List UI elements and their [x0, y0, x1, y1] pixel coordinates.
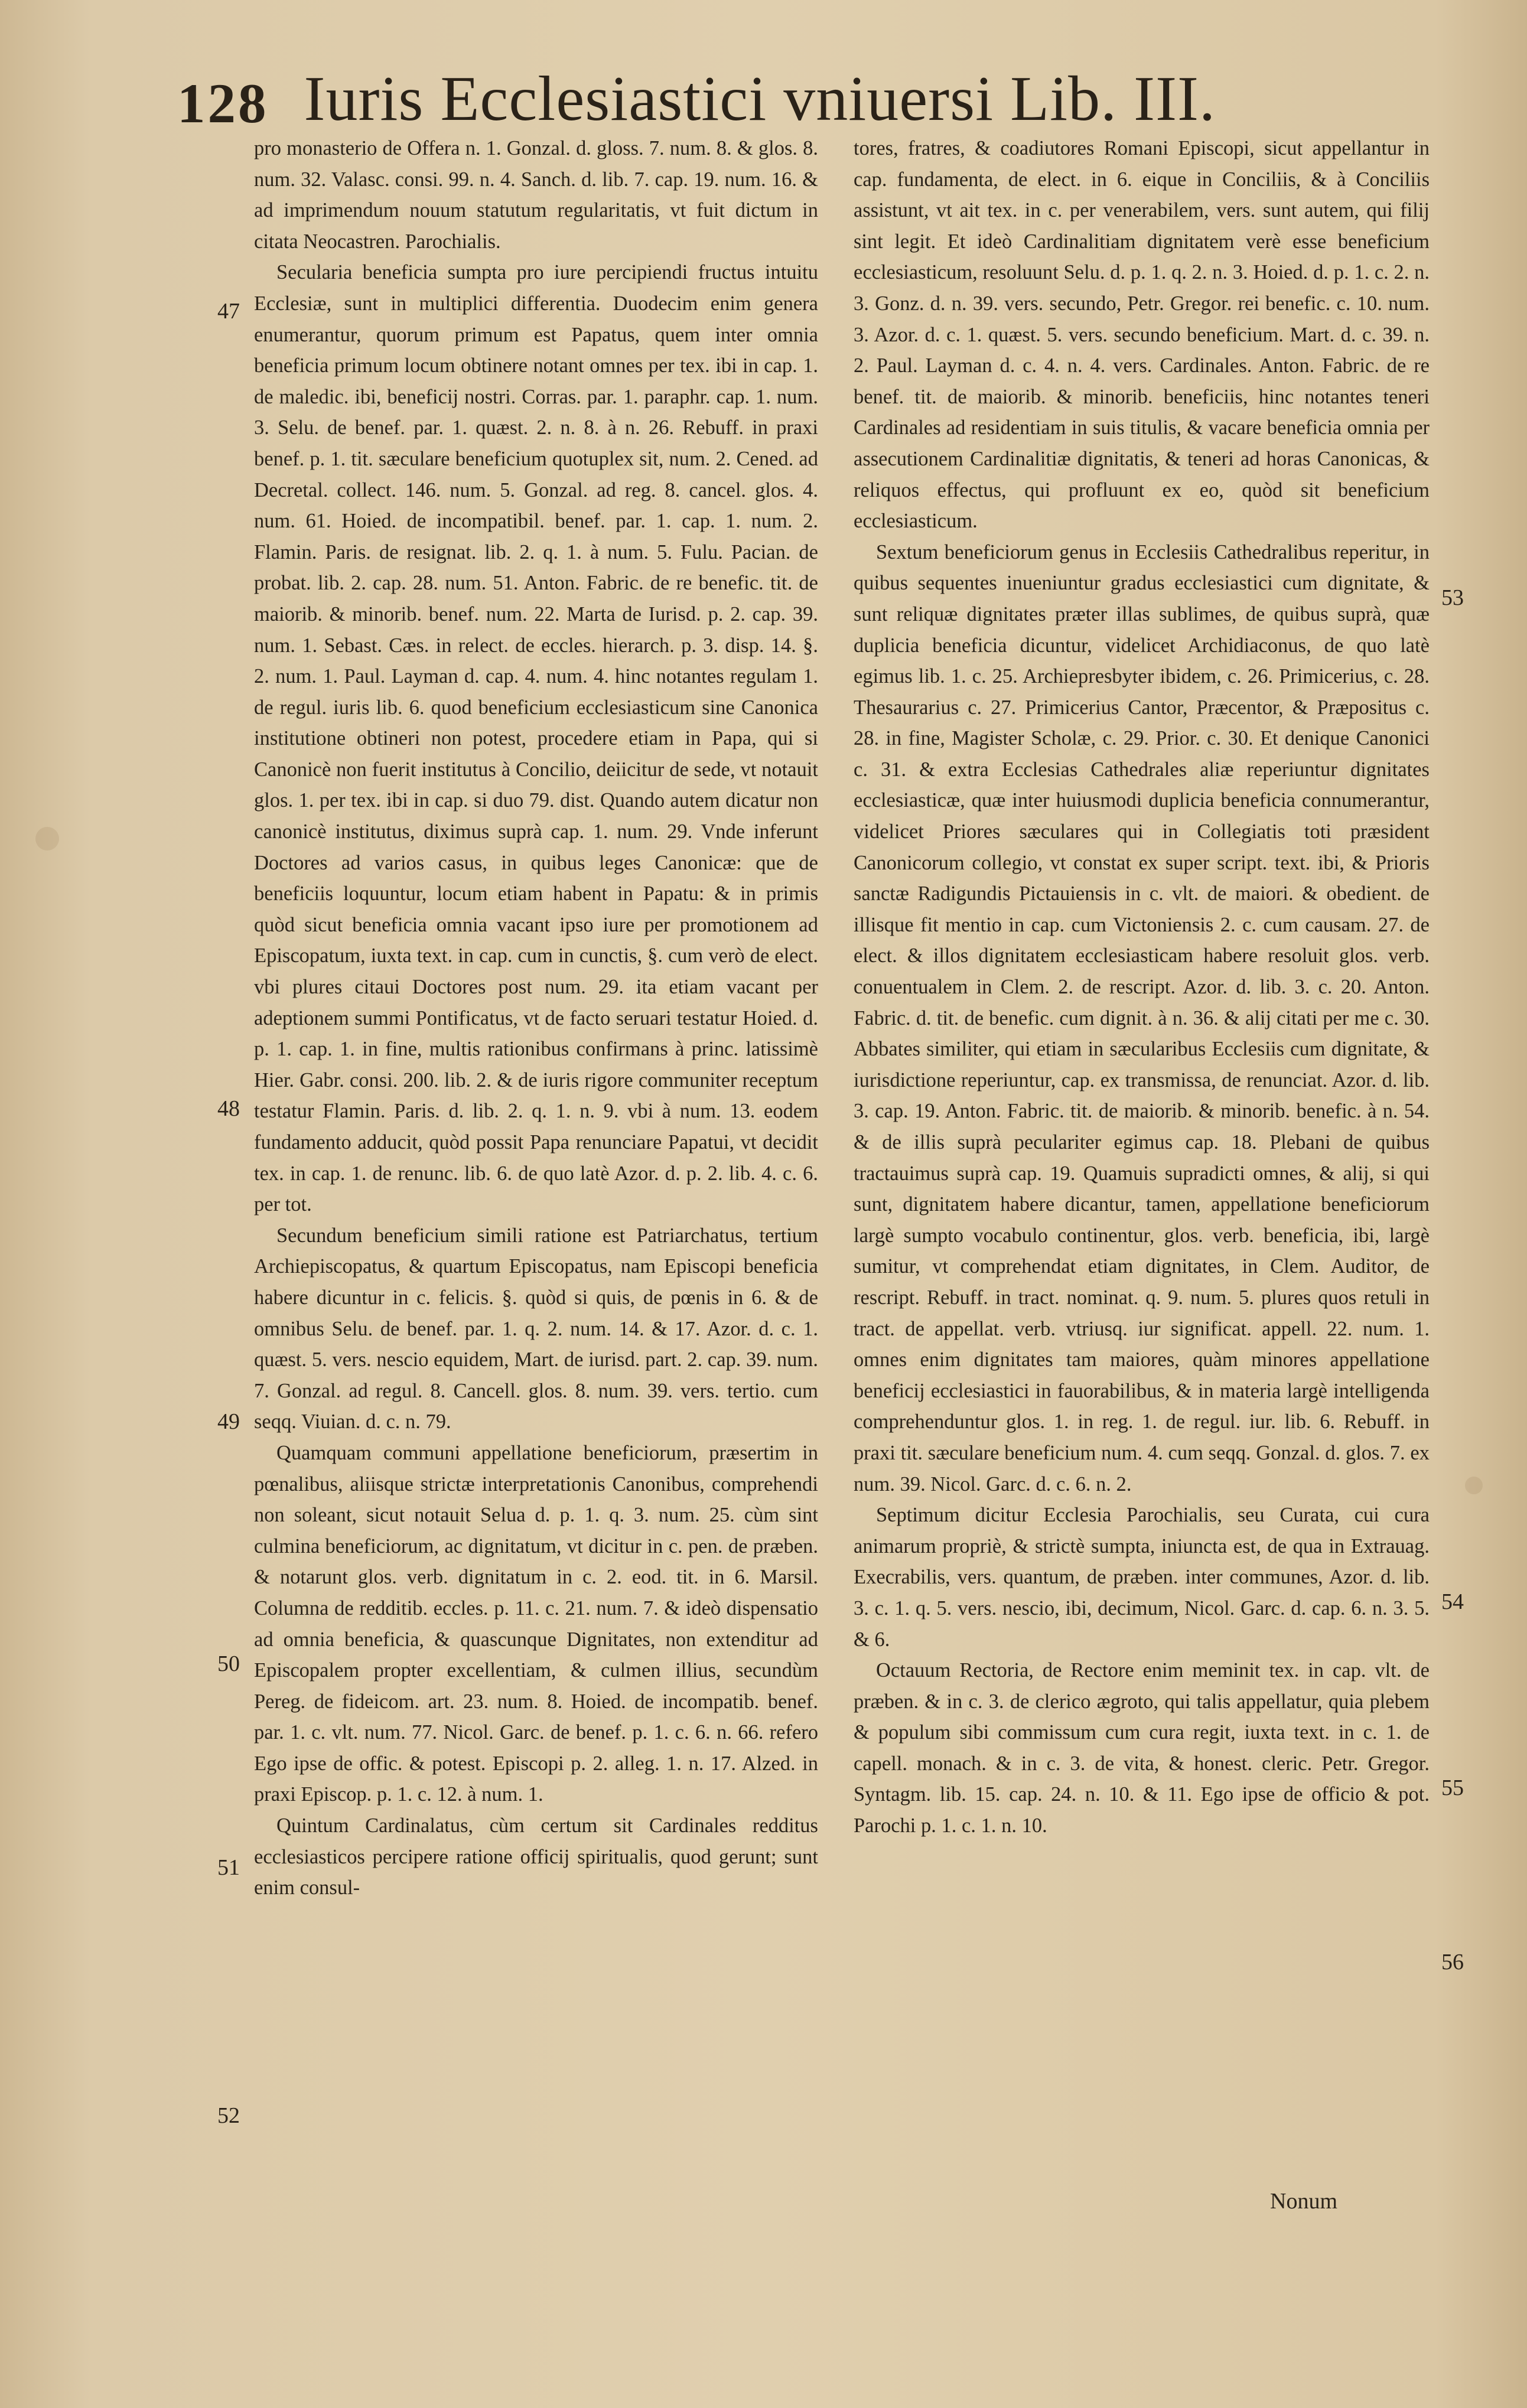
margin-number: 48	[217, 1096, 240, 1121]
margin-number: 55	[1441, 1775, 1464, 1800]
right-paragraph: Sextum beneficiorum genus in Ecclesiis Cathedralibus reperitur, in quibus sequentes inueniuntur gradus ecclesiastici cum dignitate, & sunt reliquæ dignitates præter illas sublimes, de quibus suprà, quæ duplicia beneficia dicuntur, videlicet Archidiaconus, de quo latè egimus lib. 1. c. 25. Archiepresbyter ibidem, c. 26. Primicerius, c. 28. Thesaurarius c. 27. Primicerius Cantor, Præcentor, & Præpositus c. 28. in fine, Magister Scholæ, c. 29. Prior. c. 30. Et denique Canonici c. 31. & extra Ecclesias Cathedrales aliæ reperiuntur dignitates ecclesiasticæ, quæ inter huiusmodi duplicia beneficia connumerantur, videlicet Priores sæculares qui in Collegiatis toti præsident Canonicorum collegio, vt constat ex super script. text. ibi, & Prioris sanctæ Radigundis Pictauiensis in c. vlt. de maiori. & obedient. de illisque fit mentio in cap. cum Victoniensis 2. c. cum causam. 27. de elect. & illos dignitatem ecclesiasticam habere resoluit glos. verb. conuentualem in Clem. 2. de rescript. Azor. d. lib. 3. c. 20. Anton. Fabric. d. tit. de benefic. cum dignit. à n. 36. & alij citati per me c. 30. Abbates similiter, qui etiam in sæcularibus Ecclesiis cum dignitate, & iurisdictione reperiuntur, cap. ex transmissa, de renunciat. Azor. d. lib. 3. cap. 19. Anton. Fabric. tit. de maiorib. & minorib. benefic. à n. 54. & de illis suprà peculariter egimus cap. 18. Plebani de quibus tractauimus suprà cap. 19. Quamuis supradicti omnes, & alij, si qui sunt, dignitatem habere dicantur, tamen, appellatione beneficiorum largè sumpto vocabulo continentur, glos. verb. beneficia, ibi, largè sumitur, vt comprehendat etiam dignitates, in Clem. Auditor, de rescript. Rebuff. in tract. nominat. q. 9. num. 5. plures quos retuli in tract. de appellat. verb. vtriusq. iur significat. appell. 22. num. 1. omnes enim dignitates tam maiores, quàm minores appellatione beneficij ecclesiastici in fauorabilibus, & in materia largè intelligenda comprehenduntur glos. 1. in reg. 1. de regul. iur. lib. 6. Rebuff. in praxi tit. sæculare beneficium num. 4. cum seqq. Gonzal. d. glos. 7. ex num. 39. Nicol. Garc. d. c. 6. n. 2.	[854, 540, 1430, 1495]
right-paragraph: Octauum Rectoria, de Rectore enim meminit tex. in cap. vlt. de præben. & in c. 3. de clerico ægroto, qui talis appellatur, quia plebem & populum sibi commissum cum cura regit, iuxta text. in c. 1. de capell. monach. & in c. 3. de vita, & honest. cleric. Petr. Gregor. Syntagm. lib. 15. cap. 24. n. 10. & 11. Ego ipse de officio & pot. Parochi p. 1. c. 1. n. 10.	[854, 1659, 1430, 1837]
margin-number: 56	[1441, 1950, 1464, 1974]
margin-number: 54	[1441, 1589, 1464, 1614]
right-column	[854, 133, 1430, 1842]
catchword: Nonum	[1270, 2189, 1337, 2214]
margin-number: 51	[217, 1855, 240, 1880]
margin-number: 53	[1441, 585, 1464, 610]
page-header	[177, 47, 1359, 136]
right-paragraph: tores, fratres, & coadiutores Romani Episcopi, sicut appellantur in cap. fundamenta, de elect. in 6. eique in Conciliis, & à Conciliis assistunt, vt ait tex. in c. per venerabilem, vers. sunt autem, qui filij sint legit. Et ideò Cardinalitiam dignitatem verè esse beneficium ecclesiasticum, resoluunt Selu. d. p. 1. q. 2. n. 3. Hoied. d. p. 1. c. 2. n. 3. Gonz. d. n. 39. vers. secundo, Petr. Gregor. rei benefic. c. 10. num. 3. Azor. d. c. 1. quæst. 5. vers. secundo beneficium. Mart. d. c. 39. n. 2. Paul. Layman d. c. 4. n. 4. vers. Cardinales. Anton. Fabric. de re benef. tit. de maiorib. & minorib. beneficiis, hinc notantes teneri Cardinales ad residentiam in suis titulis, & vacare beneficia omnia per assecutionem Cardinalitiæ dignitatis, & teneri ad horas Canonicas, & reliquos effectus, qui profluunt ex eo, quòd sit beneficium ecclesiasticum.	[854, 137, 1430, 533]
left-paragraph: pro monasterio de Offera n. 1. Gonzal. d. gloss. 7. num. 8. & glos. 8. num. 32. Valasc. consi. 99. n. 4. Sanch. d. lib. 7. cap. 19. num. 16. & ad imprimendum nouum statutum regularitatis, vt fuit dictum in citata Neocastren. Parochialis.	[254, 137, 818, 253]
margin-number: 52	[217, 2103, 240, 2128]
left-paragraph: Secundum beneficium simili ratione est Patriarchatus, tertium Archiepiscopatus, & quartum Episcopatus, nam Episcopi beneficia habere dicuntur in c. felicis. §. quòd si quis, de pœnis in 6. & de omnibus Selu. de benef. par. 1. q. 2. num. 14. & 17. Azor. d. c. 1. quæst. 5. vers. nescio equidem, Mart. de iurisd. part. 2. cap. 39. num. 7. Gonzal. ad regul. 8. Cancell. glos. 8. num. 39. vers. tertio. cum seqq. Viuian. d. c. n. 79.	[254, 1224, 818, 1433]
left-column	[254, 133, 818, 1904]
right-paragraph: Septimum dicitur Ecclesia Parochialis, seu Curata, cui cura animarum propriè, & strictè sumpta, iniuncta est, de qua in Extrauag. Execrabilis, vers. quantum, de præben. inter communes, Azor. d. lib. 3. c. 1. q. 5. vers. nescio, ibi, decimum, Nicol. Garc. d. cap. 6. n. 3. 5. & 6.	[854, 1504, 1430, 1651]
margin-number: 50	[217, 1651, 240, 1676]
left-paragraph: Secularia beneficia sumpta pro iure percipiendi fructus intuitu Ecclesiæ, sunt in multiplici differentia. Duodecim enim genera enumerantur, quorum primum est Papatus, quem inter omnia beneficia primum locum obtinere notant omnes per tex. ibi in cap. 1. de maledic. ibi, beneficij nostri. Corras. par. 1. paraphr. cap. 1. num. 3. Selu. de benef. par. 1. quæst. 2. n. 8. à n. 26. Rebuff. in praxi benef. p. 1. tit. sæculare beneficium quotuplex sit, num. 2. Cened. ad Decretal. collect. 146. num. 5. Gonzal. ad reg. 8. cancel. glos. 4. num. 61. Hoied. de incompatibil. benef. par. 1. cap. 1. num. 2. Flamin. Paris. de resignat. lib. 2. q. 1. à num. 5. Fulu. Pacian. de probat. lib. 2. cap. 28. num. 51. Anton. Fabric. de re benefic. tit. de maiorib. & minorib. benef. num. 22. Marta de Iurisd. p. 2. cap. 39. num. 1. Sebast. Cæs. in relect. de eccles. hierarch. p. 3. disp. 14. §. 2. num. 1. Paul. Layman d. cap. 4. num. 4. hinc notantes regulam 1. de regul. iuris lib. 6. quod beneficium ecclesiasticum sine Canonica institutione obtineri non potest, procedere etiam in Papa, qui si Canonicè non fuerit institutus à Concilio, deiicitur de sede, vt notauit glos. 1. per tex. ibi in cap. si duo 79. dist. Quando autem dicatur non canonicè institutus, diximus suprà cap. 1. num. 29. Vnde inferunt Doctores ad varios casus, in quibus leges Canonicæ: que de beneficiis loquuntur, locum etiam habent in Papatu: & in primis quòd sicut beneficia omnia vacant ipso iure per promotionem ad Episcopatum, iuxta text. in cap. cum in cunctis, §. cum verò de elect. vbi plures citaui Doctores post num. 29. ita etiam vacant per adeptionem summi Pontificatus, vt de facto seruari testatur Hoied. d. p. 1. cap. 1. in fine, multis rationibus confirmans à princ. latissimè Hier. Gabr. consi. 200. lib. 2. & de iuris rigore communiter receptum testatur Flamin. Paris. d. lib. 2. q. 1. n. 9. vbi à num. 13. eodem fundamento adducit, quòd possit Papa renunciare Papatui, vt decidit tex. in cap. 1. de renunc. lib. 6. de quo latè Azor. d. p. 2. lib. 4. c. 6. per tot.	[254, 261, 818, 1216]
left-paragraph: Quamquam communi appellatione beneficiorum, præsertim in pœnalibus, aliisque strictæ interpretationis Canonibus, comprehendi non soleant, sicut notauit Selua d. p. 1. q. 3. num. 25. cùm sint culmina beneficiorum, ac dignitatum, vt dicitur in c. pen. de præben. & notarunt glos. verb. dignitatum in c. 2. eod. tit. in 6. Marsil. Columna de redditib. eccles. p. 11. c. 21. num. 7. & ideò dispensatio ad omnia beneficia, & quascunque Dignitates, non extenditur ad Episcopalem propter excellentiam, & culmen illius, secundùm Pereg. de fideicom. art. 23. num. 8. Hoied. de incompatib. benef. par. 1. c. vlt. num. 77. Nicol. Garc. de benef. p. 1. c. 6. n. 66. refero Ego ipse de offic. & potest. Episcopi p. 2. alleg. 1. n. 17. Alzed. in praxi Episcop. p. 1. c. 12. à num. 1.	[254, 1441, 818, 1806]
margin-number: 49	[217, 1409, 240, 1434]
left-paragraph: Quintum Cardinalatus, cùm certum sit Cardinales redditus ecclesiasticos percipere ratione officij spiritualis, quod gerunt; sunt enim consul-	[254, 1814, 818, 1899]
margin-number: 47	[217, 299, 240, 324]
running-title: Iuris Ecclesiastici vniuersi Lib. III.	[304, 64, 1216, 134]
page-number: 128	[177, 72, 269, 135]
